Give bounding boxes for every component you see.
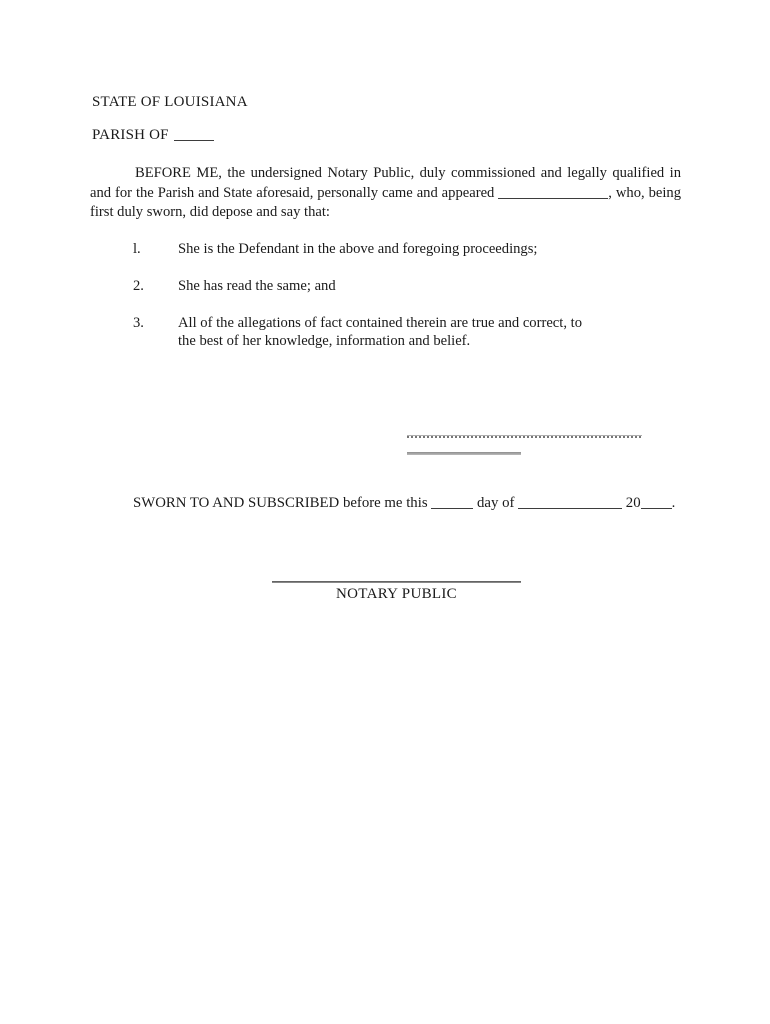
defendant-name-line[interactable] [407,452,521,455]
item-3-number: 3. [133,315,144,331]
opening-line-1: BEFORE ME, the undersigned Notary Public, duly commissioned and legally qualified in [135,165,681,181]
item-2-number: 2. [133,278,144,294]
opening-line-2 [90,184,681,204]
opening-paragraph [90,164,681,223]
parish-label: PARISH OF [92,127,169,143]
day-blank[interactable] [431,497,473,509]
parish-line [92,127,214,144]
parish-name-blank[interactable] [174,129,214,141]
item-3-text-line-1: All of the allegations of fact contained therein are true and correct, to [178,315,582,331]
month-blank[interactable] [518,497,622,509]
notary-label: NOTARY PUBLIC [336,586,457,602]
sworn-period: . [671,495,676,511]
day-of-label: day of [477,495,515,511]
defendant-signature-line[interactable] [407,435,642,438]
item-2-text: She has read the same; and [178,278,336,294]
opening-line-3: first duly sworn, did depose and say that: [90,204,330,221]
item-1-number: l. [133,241,141,257]
opening-line-2-text: and for the Parish and State aforesaid, personally came and appeared [90,184,495,201]
notary-signature-line[interactable] [272,581,521,583]
list-item-2 [133,277,633,295]
opening-line-2-tail: , who, being [608,184,681,201]
sworn-statement [133,495,675,512]
sworn-text: SWORN TO AND SUBSCRIBED before me this [133,495,428,511]
allegations-list [133,240,633,369]
year-blank[interactable] [641,497,672,509]
item-3-text-line-2: the best of her knowledge, information and belief. [178,333,471,349]
item-1-text: She is the Defendant in the above and foregoing proceedings; [178,241,538,257]
list-item-3 [133,314,633,350]
appeared-name-blank[interactable] [498,187,608,199]
state-heading: STATE OF LOUISIANA [92,94,248,110]
year-prefix: 20 [625,495,641,511]
list-item-1 [133,240,633,258]
